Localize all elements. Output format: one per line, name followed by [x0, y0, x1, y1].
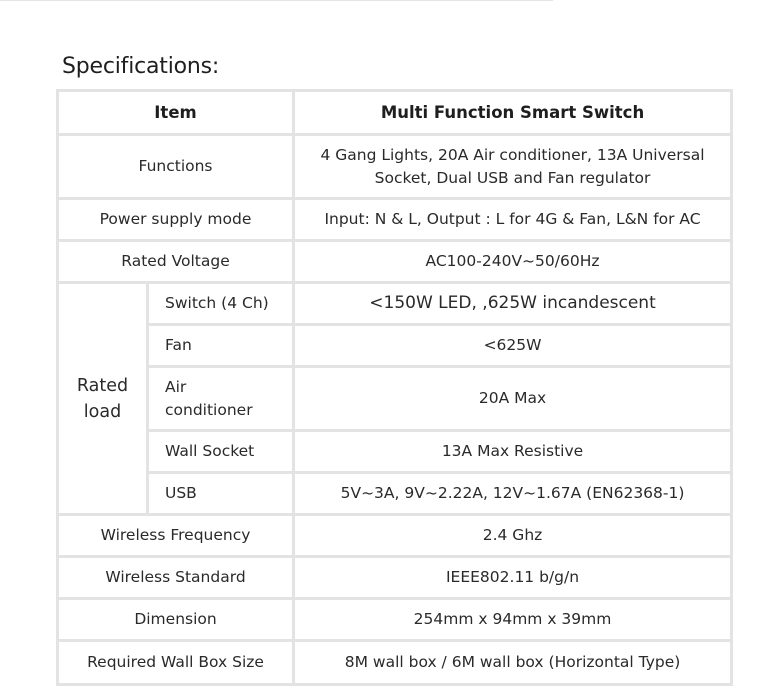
- functions-value-line2: Socket, Dual USB and Fan regulator: [374, 168, 651, 187]
- wall-box-value: 8M wall box / 6M wall box (Horizontal Type): [294, 641, 732, 685]
- table-row-functions: [58, 135, 732, 199]
- fan-value: <625W: [294, 325, 732, 367]
- air-conditioner-label: [148, 367, 294, 431]
- header-product: Multi Function Smart Switch: [294, 91, 732, 135]
- switch-value: <150W LED, ,625W incandescent: [294, 283, 732, 325]
- table-row-wall-socket: [58, 431, 732, 473]
- table-row-rated-voltage: [58, 241, 732, 283]
- specifications-table: [56, 89, 733, 686]
- dimension-label: Dimension: [58, 599, 294, 641]
- wireless-frequency-value: 2.4 Ghz: [294, 515, 732, 557]
- table-row-fan: [58, 325, 732, 367]
- rated-voltage-value: AC100-240V~50/60Hz: [294, 241, 732, 283]
- wireless-frequency-label: Wireless Frequency: [58, 515, 294, 557]
- switch-label: Switch (4 Ch): [148, 283, 294, 325]
- air-conditioner-label-line1: Air: [165, 377, 187, 396]
- air-conditioner-value: 20A Max: [294, 367, 732, 431]
- wireless-standard-value: IEEE802.11 b/g/n: [294, 557, 732, 599]
- table-row-power-supply: [58, 199, 732, 241]
- rated-load-label-line2: load: [83, 401, 122, 422]
- rated-load-label-line1: Rated: [76, 375, 129, 396]
- wireless-standard-label: Wireless Standard: [58, 557, 294, 599]
- rated-load-label: [58, 283, 148, 515]
- dimension-value: 254mm x 94mm x 39mm: [294, 599, 732, 641]
- wall-socket-value: 13A Max Resistive: [294, 431, 732, 473]
- table-header-row: [58, 91, 732, 135]
- table-row-wireless-standard: [58, 557, 732, 599]
- wall-socket-label: Wall Socket: [148, 431, 294, 473]
- table-row-wall-box: [58, 641, 732, 685]
- fan-label: Fan: [148, 325, 294, 367]
- functions-label: Functions: [58, 135, 294, 199]
- air-conditioner-label-line2: conditioner: [165, 400, 253, 419]
- header-item: Item: [58, 91, 294, 135]
- functions-value: [294, 135, 732, 199]
- power-supply-label: Power supply mode: [58, 199, 294, 241]
- rated-voltage-label: Rated Voltage: [58, 241, 294, 283]
- page-title: Specifications:: [62, 54, 220, 79]
- table-row-air-conditioner: [58, 367, 732, 431]
- table-row-dimension: [58, 599, 732, 641]
- functions-value-line1: 4 Gang Lights, 20A Air conditioner, 13A Universal: [320, 145, 705, 164]
- usb-value: 5V~3A, 9V~2.22A, 12V~1.67A (EN62368-1): [294, 473, 732, 515]
- power-supply-value: Input: N & L, Output : L for 4G & Fan, L&N for AC: [294, 199, 732, 241]
- wall-box-label: Required Wall Box Size: [58, 641, 294, 685]
- top-divider: [0, 0, 553, 1]
- table-row-wireless-frequency: [58, 515, 732, 557]
- usb-label: USB: [148, 473, 294, 515]
- table-row-switch: [58, 283, 732, 325]
- table-row-usb: [58, 473, 732, 515]
